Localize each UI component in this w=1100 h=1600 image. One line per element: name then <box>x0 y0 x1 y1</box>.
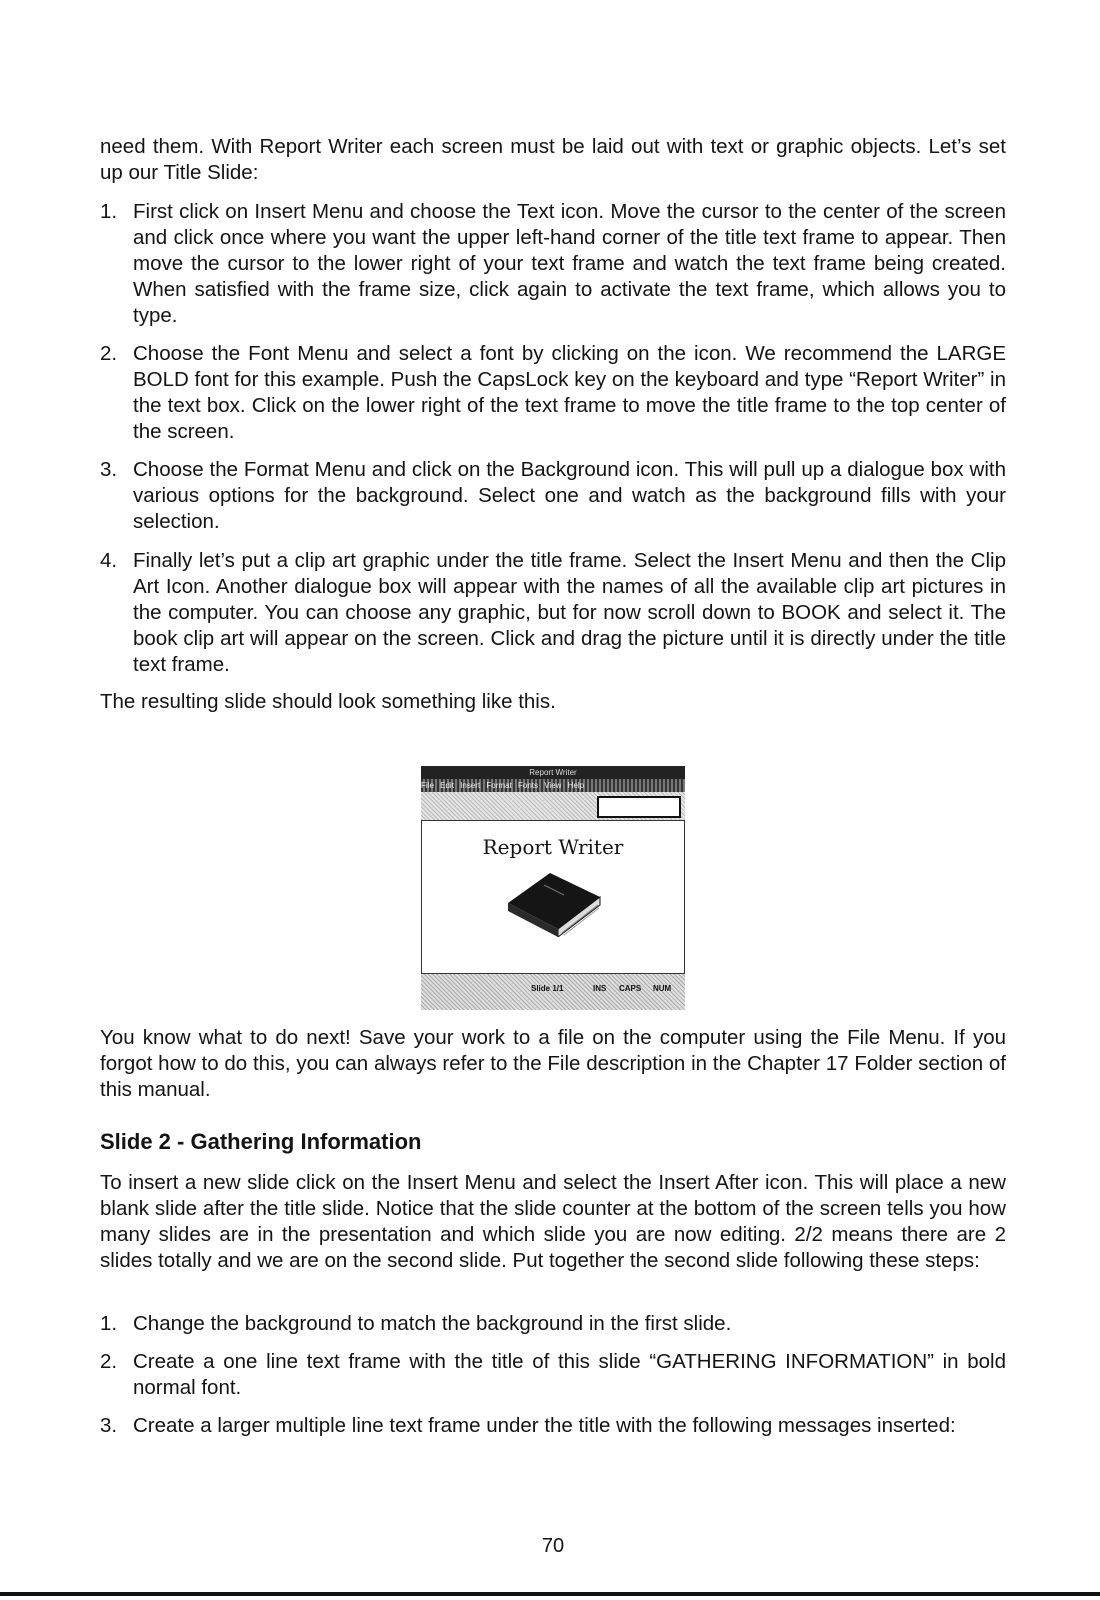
step-text: First click on Insert Menu and choose the Text icon. Move the cursor to the center of the screen and click once where you want the upper left-hand corner of the title text frame to appear. Then move the cursor to the lower right of your text frame and watch the text frame being created. When satisfied with the frame size, click again to activate the text frame, which allows you to type. <box>133 200 1006 327</box>
figure-slide-title: Report Writer <box>482 835 624 859</box>
next-paragraph: You know what to do next! Save your work to a file on the computer using the File Menu. If you forgot how to do this, you can always refer to the File description in the Chapter 17 Folder section of this manual. <box>100 1026 1006 1101</box>
step-text: Choose the Font Menu and select a font by clicking on the icon. We recommend the LARGE BOLD font for this example. Push the CapsLock key on the keyboard and type “Report Writer” in the text box. Click on the lower right of the text frame to move the title frame to the top center of the screen. <box>133 342 1006 443</box>
figure-slide-canvas <box>421 820 685 974</box>
page-number: 70 <box>541 1535 565 1557</box>
figure-statusbar <box>421 974 685 1010</box>
menu-insert: Insert <box>460 781 481 790</box>
step-number: 1. <box>100 200 118 223</box>
figure-window-title: Report Writer <box>421 766 685 779</box>
step-text: Change the background to match the background in the first slide. <box>133 1312 732 1335</box>
step2-3 <box>100 1413 1006 1439</box>
step-number: 4. <box>100 549 118 572</box>
menu-format: Format <box>486 781 512 790</box>
book-icon <box>504 867 604 937</box>
step-text: Create a larger multiple line text frame under the title with the following messages inserted: <box>133 1414 956 1437</box>
status-num: NUM <box>653 984 672 993</box>
step-number: 2. <box>100 342 118 365</box>
status-caps: CAPS <box>619 984 642 993</box>
status-ins: INS <box>593 984 607 993</box>
step2-1 <box>100 1311 1006 1337</box>
result-line: The resulting slide should look something like this. <box>100 690 556 713</box>
step-1 <box>100 199 1006 329</box>
step2-2 <box>100 1349 1006 1401</box>
step-4 <box>100 548 1006 678</box>
intro-paragraph: need them. With Report Writer each screen must be laid out with text or graphic objects. Let’s set up our Title Slide: <box>100 135 1006 184</box>
status-slide-counter: Slide 1/1 <box>531 984 564 993</box>
step-3 <box>100 457 1006 535</box>
step-text: Choose the Format Menu and click on the Background icon. This will pull up a dialogue box with various options for the background. Select one and watch as the background fills with your selection. <box>133 458 1006 533</box>
bottom-rule <box>0 1592 1100 1596</box>
step-text: Create a one line text frame with the title of this slide “GATHERING INFORMATION” in bold normal font. <box>133 1350 1006 1399</box>
figure-menubar <box>421 779 685 792</box>
figure-toolbar <box>421 792 685 820</box>
menu-fonts: Fonts <box>517 781 538 790</box>
step-number: 3. <box>100 458 118 481</box>
figure-toolbar-box <box>597 796 681 818</box>
step-number: 2. <box>100 1350 118 1373</box>
menu-help: Help <box>567 781 585 790</box>
step-text: Finally let’s put a clip art graphic under the title frame. Select the Insert Menu and then the Clip Art Icon. Another dialogue box will appear with the names of all the available clip art pictures in the computer. You can choose any graphic, but for now scroll down to BOOK and select it. The book clip art will appear on the screen. Click and drag the picture until it is directly under the title text frame. <box>133 549 1006 676</box>
section-paragraph: To insert a new slide click on the Insert Menu and select the Insert After icon. This will place a new blank slide after the title slide. Notice that the slide counter at the bottom of the screen tells you how many slides are in the presentation and which slide you are now editing. 2/2 means there are 2 slides totally and we are on the second slide. Put together the second slide following these steps: <box>100 1171 1006 1272</box>
section-heading: Slide 2 - Gathering Information <box>100 1129 422 1154</box>
menu-view: View <box>544 781 562 790</box>
step-number: 3. <box>100 1414 118 1437</box>
step-2 <box>100 341 1006 445</box>
menu-file: File <box>421 781 434 790</box>
screenshot-figure <box>421 766 685 1010</box>
menu-edit: Edit <box>440 781 454 790</box>
step-number: 1. <box>100 1312 118 1335</box>
